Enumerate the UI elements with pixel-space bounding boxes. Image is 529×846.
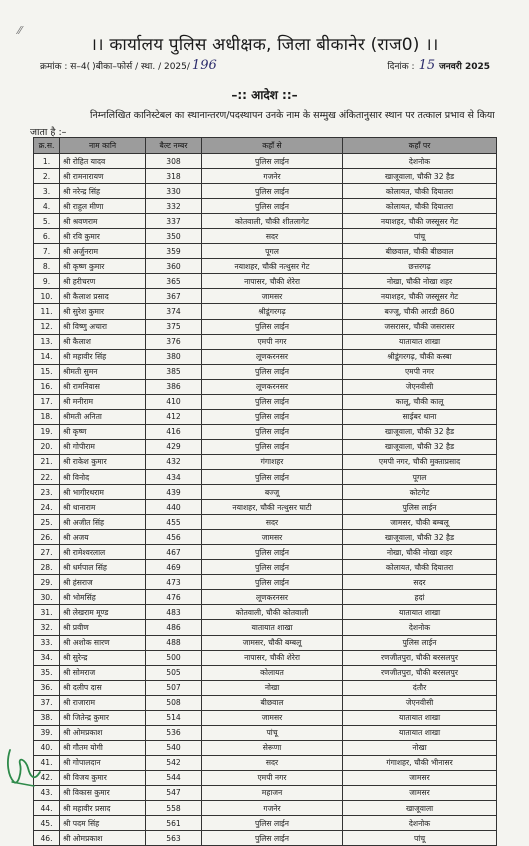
cell-name: श्री गौतम योगी [60,740,146,755]
reference-prefix: क्रमांक : स–4( [40,62,91,72]
table-row [34,379,497,394]
office-heading: ।। कार्यालय पुलिस अधीक्षक, जिला बीकानेर (राज0) ।। [90,35,439,55]
cell-from: एमपी नगर [202,334,343,349]
cell-belt-number: 514 [146,710,202,725]
cell-to: नयाशहर, चौकी जस्सूसर गेट [343,289,497,304]
header-belt-number: बैल्ट नम्बर [146,138,202,154]
cell-from: बीछवाल [202,695,343,710]
cell-from: महाजन [202,785,343,800]
cell-name: श्री रोहित यादव [60,154,146,169]
table-body [34,154,497,846]
cell-serial: 32. [34,620,60,635]
cell-from: पुलिस लाईन [202,816,343,831]
cell-name: श्री विनोद [60,469,146,484]
cell-belt-number: 561 [146,816,202,831]
table-row [34,485,497,500]
cell-serial: 13. [34,334,60,349]
cell-serial: 31. [34,605,60,620]
cell-from: गजनेर [202,801,343,816]
cell-name: श्री सुरेश कुमार [60,304,146,319]
cell-serial: 5. [34,214,60,229]
cell-to: खाजूवाला [343,801,497,816]
header-serial: क्र.स. [34,138,60,154]
cell-from: पुलिस लाईन [202,469,343,484]
table-row [34,665,497,680]
cell-from: सदर [202,755,343,770]
cell-serial: 29. [34,575,60,590]
cell-from: पुलिस लाईन [202,409,343,424]
cell-to: हदां [343,590,497,605]
cell-name: श्री श्रवणराम [60,214,146,229]
table-row [34,244,497,259]
date-month-year: जनवरी 2025 [439,62,490,72]
cell-serial: 14. [34,349,60,364]
order-date [387,58,490,73]
cell-belt-number: 429 [146,439,202,454]
cell-serial: 23. [34,485,60,500]
cell-to: नोखा, चौकी नोखा शहर [343,274,497,289]
cell-serial: 43. [34,785,60,800]
cell-serial: 41. [34,755,60,770]
reference-handwritten-number: 196 [191,58,217,73]
cell-belt-number: 360 [146,259,202,274]
cell-to: जामसर [343,770,497,785]
handwritten-signature [4,742,44,790]
cell-serial: 46. [34,831,60,846]
cell-from: जामसर, चौकी बम्बलू [202,635,343,650]
cell-from: पुलिस लाईन [202,199,343,214]
cell-belt-number: 350 [146,229,202,244]
cell-to: यातायात शाखा [343,334,497,349]
cell-to: छत्तरगढ़ [343,259,497,274]
cell-belt-number: 544 [146,770,202,785]
cell-from: गंगाशहर [202,454,343,469]
cell-name: श्री विष्णु अचारा [60,319,146,334]
cell-from: जामसर [202,289,343,304]
cell-name: श्री रामनारायण [60,169,146,184]
cell-serial: 9. [34,274,60,289]
cell-name: श्री कृष्ण कुमार [60,259,146,274]
cell-belt-number: 540 [146,740,202,755]
table-row [34,454,497,469]
cell-serial: 38. [34,710,60,725]
cell-from: पुलिस लाईन [202,184,343,199]
cell-from: पांचू [202,725,343,740]
cell-serial: 39. [34,725,60,740]
cell-to: कोलायत, चौकी दियातरा [343,184,497,199]
table-row [34,831,497,846]
cell-serial: 24. [34,500,60,515]
cell-belt-number: 380 [146,349,202,364]
table-row [34,575,497,590]
header-name: नाम कानि [60,138,146,154]
cell-belt-number: 386 [146,379,202,394]
cell-to: सदर [343,575,497,590]
cell-belt-number: 332 [146,199,202,214]
cell-serial: 11. [34,304,60,319]
cell-serial: 1. [34,154,60,169]
cell-belt-number: 330 [146,184,202,199]
cell-belt-number: 500 [146,650,202,665]
order-intro-text: निम्नलिखित कानिस्टेबल का स्थानान्तरण/पदस्थापन उनके नाम के सम्मुख अंकितानुसार स्थान पर तत्काल प्रभाव से किया जाता है :– [30,110,495,138]
cell-to: बज्जू, चौकी आरडी 860 [343,304,497,319]
cell-from: पुलिस लाईन [202,394,343,409]
cell-belt-number: 440 [146,500,202,515]
cell-belt-number: 486 [146,620,202,635]
cell-name: श्री महावीर सिंह [60,349,146,364]
table-row [34,755,497,770]
table-row [34,770,497,785]
cell-name: श्री प्रवीण [60,620,146,635]
table-row [34,740,497,755]
cell-name: श्री अशोक सारण [60,635,146,650]
cell-name: श्री दलीप दास [60,680,146,695]
cell-name: श्री कैलाश प्रसाद [60,289,146,304]
cell-from: यातायात शाखा [202,620,343,635]
cell-name: श्री राकेश कुमार [60,454,146,469]
cell-from: नयाशहर, चौकी नत्थुसर गेट [202,259,343,274]
table-row [34,605,497,620]
cell-to: कोटगेट [343,485,497,500]
table-row [34,259,497,274]
cell-to: खाजूवाला, चौकी 32 हैड [343,530,497,545]
table-row [34,695,497,710]
cell-to: जेएनवीसी [343,695,497,710]
header-from: कहाँ से [202,138,343,154]
cell-to: खाजूवाला, चौकी 32 हैड [343,439,497,454]
cell-belt-number: 432 [146,454,202,469]
cell-to: रणजीतपुरा, चौकी बरसलपुर [343,665,497,680]
cell-from: नापासर, चौकी शेरेरा [202,274,343,289]
cell-from: नोखा [202,680,343,695]
cell-to: पुलिस लाईन [343,500,497,515]
cell-from: श्रीडूंगरगढ़ [202,304,343,319]
cell-from: कोलायत [202,665,343,680]
cell-from: सदर [202,229,343,244]
cell-from: सदर [202,515,343,530]
table-row [34,785,497,800]
cell-belt-number: 439 [146,485,202,500]
cell-to: खाजूवाला, चौकी 32 हैड [343,424,497,439]
cell-serial: 2. [34,169,60,184]
cell-belt-number: 365 [146,274,202,289]
cell-from: लूणकरनसर [202,590,343,605]
cell-belt-number: 367 [146,289,202,304]
cell-name: श्री गोपालदान [60,755,146,770]
cell-belt-number: 308 [146,154,202,169]
cell-name: श्रीमती सुमन [60,364,146,379]
cell-serial: 7. [34,244,60,259]
cell-belt-number: 434 [146,469,202,484]
table-row [34,289,497,304]
cell-belt-number: 483 [146,605,202,620]
cell-to: बीछवाल, चौकी बीछवाल [343,244,497,259]
cell-belt-number: 456 [146,530,202,545]
cell-serial: 35. [34,665,60,680]
cell-belt-number: 375 [146,319,202,334]
table-row [34,214,497,229]
cell-name: श्री सुरेन्द्र [60,650,146,665]
date-label: दिनांक : [387,62,415,72]
table-row [34,500,497,515]
cell-to: एमपी नगर [343,364,497,379]
cell-name: श्री भागीरथराम [60,485,146,500]
cell-name: श्रीमती अनिता [60,409,146,424]
cell-from: पुलिस लाईन [202,560,343,575]
reference-line [40,58,490,73]
cell-to: यातायात शाखा [343,605,497,620]
header-to: कहाँ पर [343,138,497,154]
cell-from: लूणकरनसर [202,379,343,394]
cell-belt-number: 359 [146,244,202,259]
transfer-table [33,137,497,846]
cell-to: गंगाशहर, चौकी भीनासर [343,755,497,770]
cell-serial: 19. [34,424,60,439]
cell-serial: 37. [34,695,60,710]
cell-to: नोखा [343,740,497,755]
cell-serial: 21. [34,454,60,469]
table-row [34,334,497,349]
cell-from: पूगल [202,244,343,259]
cell-serial: 3. [34,184,60,199]
cell-to: श्रीडूंगरगढ़, चौकी कस्बा [343,349,497,364]
cell-name: श्री ओमप्रकाश [60,831,146,846]
cell-name: श्री रामनिवास [60,379,146,394]
cell-from: पुलिस लाईन [202,424,343,439]
table-row [34,184,497,199]
cell-from: सेरूणा [202,740,343,755]
table-row [34,635,497,650]
cell-serial: 42. [34,770,60,785]
cell-to: रणजीतपुरा, चौकी बरसलपुर [343,650,497,665]
table-row [34,801,497,816]
cell-serial: 44. [34,801,60,816]
cell-serial: 4. [34,199,60,214]
table-row [34,620,497,635]
cell-belt-number: 476 [146,590,202,605]
cell-to: जेएनवीसी [343,379,497,394]
cell-serial: 8. [34,259,60,274]
table-row [34,304,497,319]
cell-name: श्री हंसराज [60,575,146,590]
cell-name: श्री महावीर प्रसाद [60,801,146,816]
cell-name: श्री राहुल मीणा [60,199,146,214]
cell-from: पुलिस लाईन [202,319,343,334]
cell-from: पुलिस लाईन [202,364,343,379]
cell-name: श्री अर्जुनराम [60,244,146,259]
cell-to: पूगल [343,469,497,484]
table-row [34,650,497,665]
cell-from: पुलिस लाईन [202,831,343,846]
table-row [34,229,497,244]
cell-from: कोतवाली, चौकी शीतलागेट [202,214,343,229]
cell-from: जामसर [202,530,343,545]
cell-name: श्री मनीराम [60,394,146,409]
cell-from: गजनेर [202,169,343,184]
order-title: –:: आदेश ::– [231,88,298,102]
cell-name: श्री कृष्ण [60,424,146,439]
cell-to: देशनोक [343,816,497,831]
cell-belt-number: 488 [146,635,202,650]
table-row [34,530,497,545]
cell-to: नोखा, चौकी नोखा शहर [343,545,497,560]
cell-belt-number: 563 [146,831,202,846]
cell-serial: 30. [34,590,60,605]
cell-belt-number: 410 [146,394,202,409]
table-row [34,545,497,560]
cell-to: जामसर [343,785,497,800]
cell-from: पुलिस लाईन [202,154,343,169]
cell-belt-number: 508 [146,695,202,710]
cell-serial: 33. [34,635,60,650]
cell-to: जामसर, चौकी बम्बलू [343,515,497,530]
corner-staple-mark: ⁄⁄ [18,24,22,37]
cell-to: देशनोक [343,620,497,635]
cell-to: पुलिस लाईन [343,635,497,650]
cell-belt-number: 374 [146,304,202,319]
table-row [34,560,497,575]
table-row [34,199,497,214]
cell-name: श्री हरीचरण [60,274,146,289]
cell-serial: 27. [34,545,60,560]
cell-name: श्री विजय कुमार [60,770,146,785]
cell-name: श्री जितेन्द्र कुमार [60,710,146,725]
cell-serial: 20. [34,439,60,454]
cell-name: श्री अजीत सिंह [60,515,146,530]
table-row [34,409,497,424]
cell-to: कोलायत, चौकी दियातरा [343,199,497,214]
cell-from: नापासर, चौकी शेरेरा [202,650,343,665]
cell-to: यातायात शाखा [343,725,497,740]
cell-serial: 22. [34,469,60,484]
cell-belt-number: 412 [146,409,202,424]
cell-serial: 28. [34,560,60,575]
cell-name: श्री सोमराज [60,665,146,680]
cell-serial: 17. [34,394,60,409]
cell-serial: 16. [34,379,60,394]
table-row [34,439,497,454]
cell-to: खाजूवाला, चौकी 32 हैड [343,169,497,184]
cell-name: श्री भोमसिंह [60,590,146,605]
cell-serial: 10. [34,289,60,304]
cell-to: जसरासर, चौकी जसरासर [343,319,497,334]
cell-belt-number: 337 [146,214,202,229]
reference-body: )बीका–फोर्स / स्था. / 2025/ [92,62,190,72]
cell-name: श्री विकास कुमार [60,785,146,800]
cell-serial: 12. [34,319,60,334]
table-row [34,710,497,725]
cell-from: नयाशहर, चौकी नत्थुसर घाटी [202,500,343,515]
cell-name: श्री पदम सिंह [60,816,146,831]
cell-name: श्री थानाराम [60,500,146,515]
cell-belt-number: 507 [146,680,202,695]
cell-name: श्री गोपीराम [60,439,146,454]
cell-from: जामसर [202,710,343,725]
cell-to: पांचू [343,229,497,244]
date-day: 15 [418,58,436,73]
cell-belt-number: 473 [146,575,202,590]
cell-from: लूणकरनसर [202,349,343,364]
table-row [34,319,497,334]
cell-belt-number: 318 [146,169,202,184]
cell-name: श्री रामेश्वरलाल [60,545,146,560]
cell-to: दंतौर [343,680,497,695]
cell-name: श्री अजय [60,530,146,545]
table-row [34,590,497,605]
cell-from: पुलिस लाईन [202,545,343,560]
cell-name: श्री राजाराम [60,695,146,710]
cell-from: एमपी नगर [202,770,343,785]
table-row [34,725,497,740]
table-row [34,154,497,169]
cell-name: श्री लेखराम मूण्ड [60,605,146,620]
cell-serial: 15. [34,364,60,379]
cell-from: पुलिस लाईन [202,439,343,454]
cell-serial: 18. [34,409,60,424]
table-row [34,816,497,831]
cell-to: साईबर थाना [343,409,497,424]
table-row [34,169,497,184]
cell-serial: 45. [34,816,60,831]
cell-from: पुलिस लाईन [202,575,343,590]
cell-belt-number: 376 [146,334,202,349]
cell-name: श्री कैलाश [60,334,146,349]
cell-serial: 25. [34,515,60,530]
cell-name: श्री नरेन्द्र सिंह [60,184,146,199]
table-row [34,394,497,409]
table-row [34,364,497,379]
cell-belt-number: 505 [146,665,202,680]
cell-belt-number: 469 [146,560,202,575]
reference-number [40,58,217,73]
cell-serial: 40. [34,740,60,755]
table-row [34,515,497,530]
cell-to: कालू, चौकी कालू [343,394,497,409]
cell-belt-number: 542 [146,755,202,770]
cell-serial: 6. [34,229,60,244]
cell-name: श्री रवि कुमार [60,229,146,244]
table-row [34,680,497,695]
cell-serial: 34. [34,650,60,665]
cell-belt-number: 536 [146,725,202,740]
cell-to: नयाशहर, चौकी जस्सूसर गेट [343,214,497,229]
cell-to: देशनोक [343,154,497,169]
cell-name: श्री ओमप्रकाश [60,725,146,740]
cell-from: बज्जू [202,485,343,500]
table-header-row [34,138,497,154]
cell-belt-number: 455 [146,515,202,530]
table-row [34,274,497,289]
cell-belt-number: 467 [146,545,202,560]
cell-to: कोलायत, चौकी दियातरा [343,560,497,575]
table-row [34,424,497,439]
table-row [34,469,497,484]
cell-belt-number: 547 [146,785,202,800]
table-row [34,349,497,364]
cell-from: कोतवाली, चौकी कोतवाली [202,605,343,620]
cell-belt-number: 385 [146,364,202,379]
cell-belt-number: 558 [146,801,202,816]
cell-to: पांचू [343,831,497,846]
cell-name: श्री धर्मपाल सिंह [60,560,146,575]
cell-to: यातायात शाखा [343,710,497,725]
cell-serial: 36. [34,680,60,695]
cell-serial: 26. [34,530,60,545]
cell-belt-number: 416 [146,424,202,439]
cell-to: एमपी नगर, चौकी मुक्ताप्रसाद [343,454,497,469]
